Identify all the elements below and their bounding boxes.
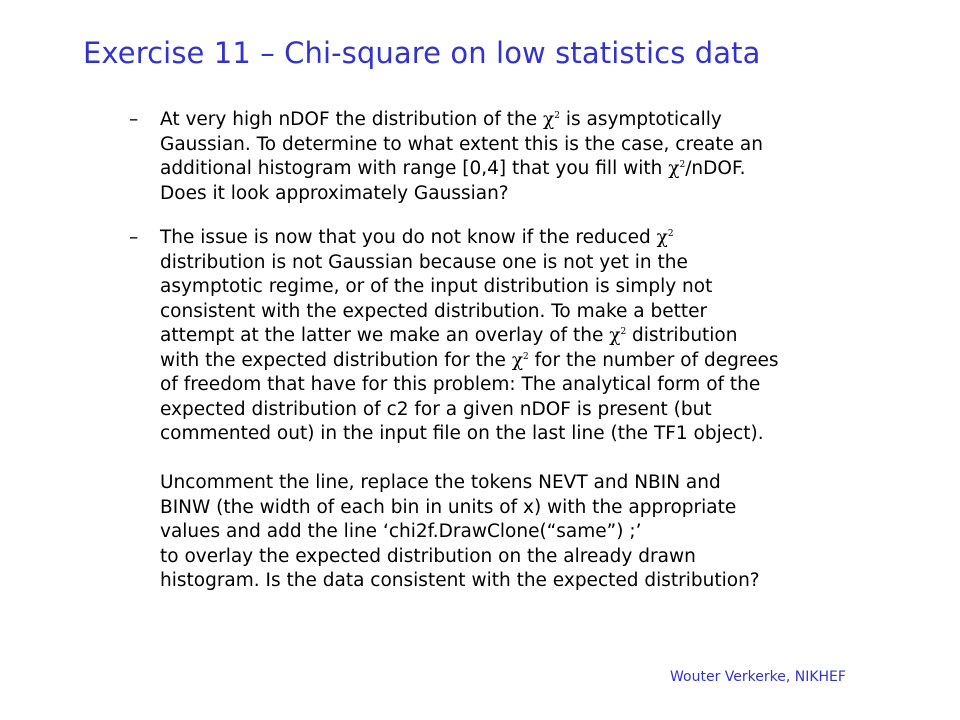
text-fragment: attempt at the latter we make an overlay of the (160, 325, 610, 346)
text-line: consistent with the expected distribution. To make a better (160, 300, 708, 322)
text-line (160, 108, 763, 133)
chi-letter: χ (511, 349, 524, 371)
chi-exponent: 2 (523, 351, 529, 362)
chi-exponent: 2 (554, 111, 560, 121)
text-fragment: The issue is now that you do not know if the reduced (160, 227, 657, 248)
text-line: expected distribution of c2 for a given nDOF is present (but (160, 398, 712, 420)
text-line: asymptotic regime, or of the input distribution is simply not (160, 276, 713, 297)
chi-square-symbol (609, 325, 626, 346)
text-line: commented out) in the input file on the last line (the TF1 object). (160, 423, 764, 444)
text-line: distribution is not Gaussian because one is not yet in the (160, 251, 688, 273)
text-fragment: for the number of degrees (528, 349, 779, 371)
text-line (160, 324, 778, 349)
chi-letter: χ (656, 227, 668, 248)
text-fragment: is asymptotically (559, 109, 722, 130)
paragraph-gap (160, 447, 778, 472)
chi-square-symbol (543, 109, 560, 130)
chi-letter: χ (543, 109, 555, 130)
bullet-text (160, 226, 778, 594)
chi-letter: χ (609, 325, 621, 346)
bullet-marker: – (129, 109, 139, 130)
text-line (160, 157, 763, 182)
chi-square-symbol (512, 350, 529, 371)
bullet-text (160, 108, 763, 206)
chi-square-symbol (668, 158, 685, 179)
text-line (160, 349, 778, 374)
chi-exponent: 2 (679, 160, 686, 170)
text-fragment: /nDOF. (685, 158, 746, 179)
text-line: histogram. Is the data consistent with the expected distribution? (160, 570, 760, 591)
text-line: of freedom that have for this problem: The analytical form of the (160, 374, 761, 395)
text-line: Uncomment the line, replace the tokens NEVT and NBIN and (160, 472, 721, 493)
text-fragment: distribution (626, 325, 738, 346)
text-line: to overlay the expected distribution on the already drawn (160, 545, 696, 567)
text-line: values and add the line ‘chi2f.DrawClone(“same”) ;’ (160, 521, 642, 542)
slide-footer-author: Wouter Verkerke, NIKHEF (670, 669, 846, 685)
text-fragment: with the expected distribution for the (160, 349, 512, 371)
text-line: Gaussian. To determine to what extent this is the case, create an (160, 133, 763, 155)
text-line: Does it look approximately Gaussian? (160, 182, 509, 204)
text-line: BINW (the width of each bin in units of x) with the appropriate (160, 496, 737, 518)
chi-letter: χ (668, 158, 680, 179)
text-fragment: additional histogram with range [0,4] that you fill with (160, 158, 669, 179)
chi-exponent: 2 (620, 327, 627, 337)
chi-exponent: 2 (667, 229, 674, 239)
bullet-marker: – (129, 227, 139, 248)
chi-square-symbol (657, 227, 674, 248)
text-line (160, 226, 778, 251)
slide-title: Exercise 11 – Chi-square on low statistics data (83, 36, 761, 70)
text-fragment: At very high nDOF the distribution of the (160, 109, 543, 130)
